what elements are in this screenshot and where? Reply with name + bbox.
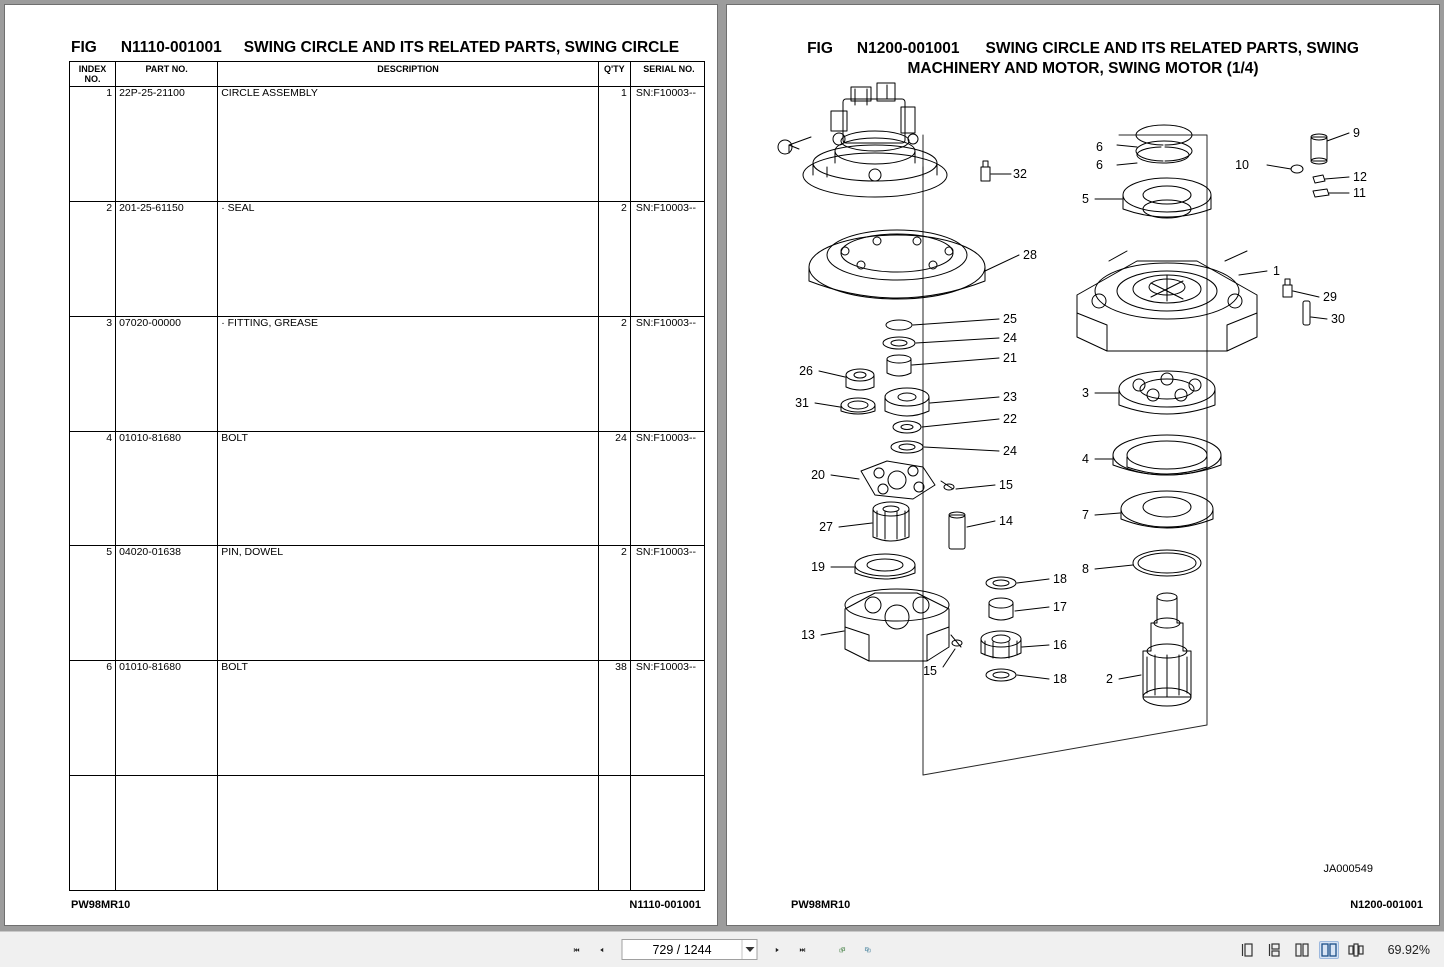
right-page-figure-heading xyxy=(727,39,1439,79)
part-28 xyxy=(809,230,1019,299)
header-description: DESCRIPTION xyxy=(218,62,599,87)
document-page-right xyxy=(726,4,1440,926)
callout-13: 13 xyxy=(801,628,815,642)
cell-index: 2 xyxy=(70,201,116,316)
part-7 xyxy=(1095,491,1213,528)
cell-description: PIN, DOWEL xyxy=(218,546,599,661)
document-page-left xyxy=(4,4,718,926)
cell-serial: SN:F10003-- xyxy=(630,316,704,431)
part-3 xyxy=(1095,371,1215,414)
left-footer-model: PW98MR10 xyxy=(71,899,131,911)
part-1 xyxy=(1077,251,1267,351)
callout-24b: 24 xyxy=(1003,444,1017,458)
filler-cell xyxy=(70,776,116,891)
cell-serial: SN:F10003-- xyxy=(630,87,704,202)
callout-28: 28 xyxy=(1023,248,1037,262)
callout-25: 25 xyxy=(1003,312,1017,326)
zoom-level-value: 69.92% xyxy=(1387,942,1430,957)
cell-description: CIRCLE ASSEMBLY xyxy=(218,87,599,202)
view-mode-group[interactable] xyxy=(1238,941,1366,959)
rotate-counterclockwise-icon[interactable] xyxy=(859,940,877,960)
callout-18a: 18 xyxy=(1053,572,1067,586)
table-row xyxy=(70,316,705,431)
cell-qty: 38 xyxy=(598,661,630,776)
filler-cell xyxy=(116,776,218,891)
first-page-button[interactable] xyxy=(568,940,586,960)
callout-12: 12 xyxy=(1353,170,1367,184)
part-32 xyxy=(981,161,1011,181)
callout-15a: 15 xyxy=(999,478,1013,492)
cell-serial: SN:F10003-- xyxy=(630,661,704,776)
callout-3: 3 xyxy=(1082,386,1089,400)
right-fig-title-line1: SWING CIRCLE AND ITS RELATED PARTS, SWING xyxy=(985,40,1359,57)
cell-index: 3 xyxy=(70,316,116,431)
cell-qty: 1 xyxy=(598,87,630,202)
part-2 xyxy=(1119,593,1191,706)
callout-6a: 6 xyxy=(1096,140,1103,154)
right-footer-figure-code: N1200-001001 xyxy=(1350,899,1423,911)
callout-29: 29 xyxy=(1323,290,1337,304)
part-11 xyxy=(1313,189,1349,197)
single-page-view-icon[interactable] xyxy=(1238,941,1258,959)
callout-6b: 6 xyxy=(1096,158,1103,172)
part-18a xyxy=(986,577,1049,589)
cell-qty: 2 xyxy=(598,546,630,661)
callout-17: 17 xyxy=(1053,600,1067,614)
part-10 xyxy=(1267,165,1303,173)
cell-description: BOLT xyxy=(218,431,599,546)
header-index-no: INDEX NO. xyxy=(70,62,116,87)
header-serial-no: SERIAL NO. xyxy=(630,62,704,87)
part-14 xyxy=(949,512,995,549)
cell-part-no: 04020-01638 xyxy=(116,546,218,661)
header-qty: Q'TY xyxy=(598,62,630,87)
cell-description: · FITTING, GREASE xyxy=(218,316,599,431)
callout-1: 1 xyxy=(1273,264,1280,278)
part-12 xyxy=(1313,175,1349,183)
two-page-view-icon[interactable] xyxy=(1292,941,1312,959)
table-row xyxy=(70,201,705,316)
book-view-icon[interactable] xyxy=(1319,941,1339,959)
cell-description: · SEAL xyxy=(218,201,599,316)
table-row xyxy=(70,546,705,661)
part-30 xyxy=(1303,301,1327,325)
callout-4: 4 xyxy=(1082,452,1089,466)
cell-part-no: 01010-81680 xyxy=(116,431,218,546)
callout-8: 8 xyxy=(1082,562,1089,576)
part-31 xyxy=(815,398,875,414)
callout-27: 27 xyxy=(819,520,833,534)
cell-serial: SN:F10003-- xyxy=(630,431,704,546)
callout-18b: 18 xyxy=(1053,672,1067,686)
toolbar-center-group xyxy=(568,939,877,960)
part-8 xyxy=(1095,550,1201,576)
callout-31: 31 xyxy=(795,396,809,410)
cell-index: 1 xyxy=(70,87,116,202)
part-15a xyxy=(941,481,995,490)
thumbnail-view-icon[interactable] xyxy=(1346,941,1366,959)
left-fig-number: N1110-001001 xyxy=(120,39,222,56)
cell-part-no: 01010-81680 xyxy=(116,661,218,776)
part-16 xyxy=(981,631,1049,658)
cell-description: BOLT xyxy=(218,661,599,776)
drawing-code: JA000549 xyxy=(1323,863,1373,875)
cell-serial: SN:F10003-- xyxy=(630,546,704,661)
part-18b xyxy=(986,669,1049,681)
parts-table xyxy=(69,61,705,891)
swing-machinery-assembly xyxy=(778,83,947,197)
cell-index: 4 xyxy=(70,431,116,546)
chevron-down-icon[interactable] xyxy=(742,940,757,959)
cell-qty: 24 xyxy=(598,431,630,546)
last-page-button[interactable] xyxy=(794,940,812,960)
part-5 xyxy=(1095,178,1211,218)
left-page-figure-heading xyxy=(5,39,717,57)
cell-part-no: 22P-25-21100 xyxy=(116,87,218,202)
part-24a xyxy=(883,337,999,349)
filler-cell xyxy=(598,776,630,891)
filler-cell xyxy=(630,776,704,891)
part-13 xyxy=(821,589,949,661)
callout-7: 7 xyxy=(1082,508,1089,522)
part-21 xyxy=(887,355,999,376)
table-filler-row xyxy=(70,776,705,891)
callout-11: 11 xyxy=(1353,186,1366,200)
part-22 xyxy=(893,419,999,433)
callout-21: 21 xyxy=(1003,351,1017,365)
part-23 xyxy=(885,388,999,416)
callout-5: 5 xyxy=(1082,192,1089,206)
exploded-parts-diagram xyxy=(727,75,1441,875)
part-20 xyxy=(831,461,935,499)
page-number-input[interactable] xyxy=(622,939,758,960)
table-row xyxy=(70,431,705,546)
callout-23: 23 xyxy=(1003,390,1017,404)
callout-22: 22 xyxy=(1003,412,1017,426)
left-fig-word: FIG xyxy=(71,39,97,56)
left-fig-title: SWING CIRCLE AND ITS RELATED PARTS, SWING CIRCLE xyxy=(243,39,680,56)
part-24b xyxy=(891,441,999,453)
table-row xyxy=(70,661,705,776)
right-fig-word: FIG xyxy=(807,40,833,57)
part-4 xyxy=(1095,435,1221,475)
rotate-clockwise-icon[interactable] xyxy=(834,940,852,960)
viewer-toolbar[interactable] xyxy=(0,931,1444,967)
cell-index: 6 xyxy=(70,661,116,776)
previous-page-button[interactable] xyxy=(593,940,611,960)
header-part-no: PART NO. xyxy=(116,62,218,87)
cell-part-no: 07020-00000 xyxy=(116,316,218,431)
part-26 xyxy=(819,369,874,390)
part-9 xyxy=(1311,133,1349,164)
callout-15b: 15 xyxy=(923,664,937,678)
page-number-value: 729 / 1244 xyxy=(652,942,712,957)
callout-16: 16 xyxy=(1053,638,1067,652)
next-page-button[interactable] xyxy=(769,940,787,960)
part-29 xyxy=(1283,279,1319,297)
right-footer-model: PW98MR10 xyxy=(791,899,851,911)
callout-26: 26 xyxy=(799,364,813,378)
callout-30: 30 xyxy=(1331,312,1345,326)
callout-32: 32 xyxy=(1013,167,1027,181)
part-25 xyxy=(886,319,999,330)
callout-20: 20 xyxy=(811,468,825,482)
part-27 xyxy=(839,502,909,541)
part-15b xyxy=(943,635,962,667)
callout-19: 19 xyxy=(811,560,825,574)
table-row xyxy=(70,87,705,202)
table-header-row xyxy=(70,62,705,87)
cell-part-no: 201-25-61150 xyxy=(116,201,218,316)
part-19 xyxy=(831,554,915,579)
callout-10: 10 xyxy=(1235,158,1249,172)
part-6a xyxy=(1117,125,1192,163)
callout-24a: 24 xyxy=(1003,331,1017,345)
callout-14: 14 xyxy=(999,514,1013,528)
cell-index: 5 xyxy=(70,546,116,661)
callout-2: 2 xyxy=(1106,672,1113,686)
continuous-view-icon[interactable] xyxy=(1265,941,1285,959)
cell-serial: SN:F10003-- xyxy=(630,201,704,316)
cell-qty: 2 xyxy=(598,316,630,431)
left-footer-figure-code: N1110-001001 xyxy=(629,899,701,911)
cell-qty: 2 xyxy=(598,201,630,316)
callout-9: 9 xyxy=(1353,126,1360,140)
right-fig-title-line2: MACHINERY AND MOTOR, SWING MOTOR (1/4) xyxy=(907,60,1259,77)
part-17 xyxy=(989,598,1049,620)
toolbar-right-group xyxy=(1238,941,1430,959)
right-fig-number: N1200-001001 xyxy=(856,40,960,57)
filler-cell xyxy=(218,776,599,891)
